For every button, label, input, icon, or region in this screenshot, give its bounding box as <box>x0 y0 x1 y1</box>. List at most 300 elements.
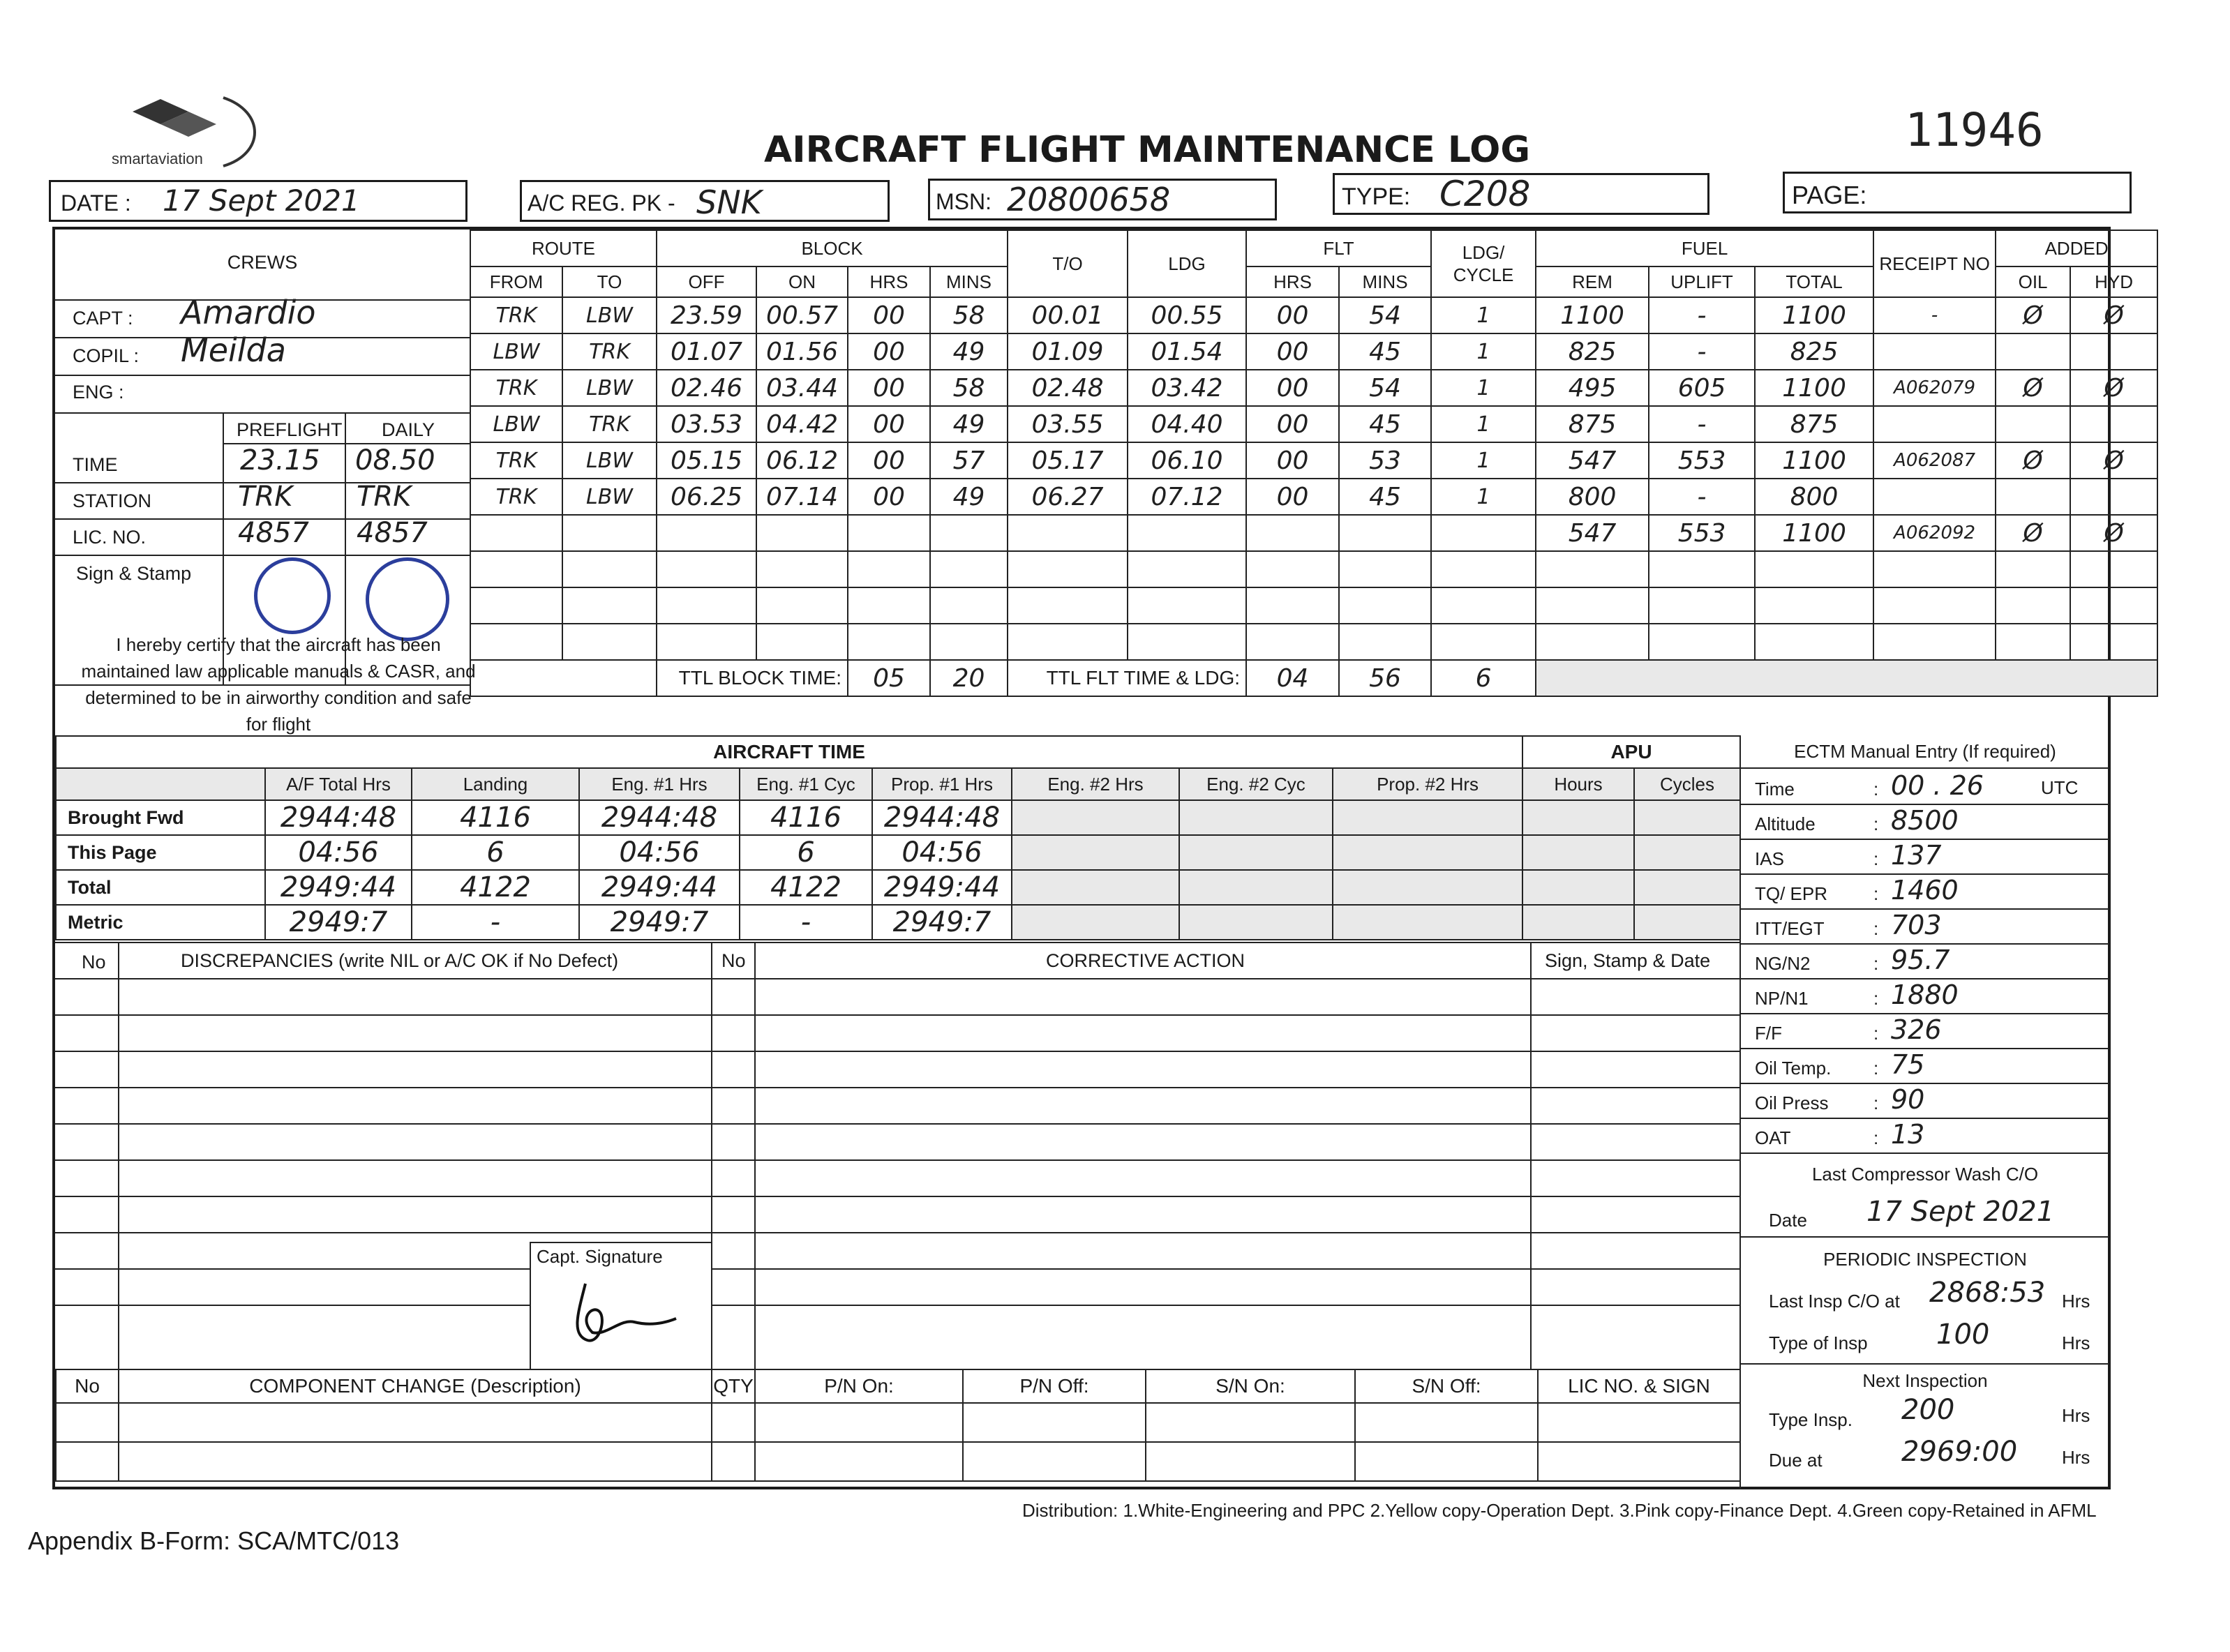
flight-cell-from[interactable]: TRK <box>470 297 562 333</box>
flight-cell-on[interactable]: 06.12 <box>756 442 848 479</box>
aircraft-time-cell-cyc1[interactable]: 4116 <box>740 800 872 835</box>
flight-cell-hrs[interactable]: 00 <box>848 479 930 515</box>
flight-cell-fmins[interactable]: 45 <box>1339 406 1431 442</box>
lic-daily[interactable]: 4857 <box>357 517 428 549</box>
station-label: STATION <box>73 490 151 511</box>
ectm-value[interactable]: 13 <box>1891 1119 1925 1150</box>
flight-cell-rem[interactable]: 1100 <box>1536 297 1649 333</box>
col-landing: Landing <box>412 768 579 800</box>
flight-cell-receipt[interactable]: A062087 <box>1873 442 1996 479</box>
ectm-label: OAT <box>1755 1127 1791 1148</box>
flight-cell-hrs[interactable] <box>848 515 930 551</box>
flight-cell-fmins[interactable]: 54 <box>1339 370 1431 406</box>
flight-cell-cyc[interactable]: 1 <box>1431 442 1536 479</box>
flight-cell-total[interactable]: 800 <box>1755 479 1873 515</box>
flight-cell-off[interactable]: 06.25 <box>657 479 756 515</box>
flight-cell-fhrs[interactable]: 00 <box>1246 442 1339 479</box>
ectm-label: Oil Press <box>1755 1092 1829 1113</box>
sign-stamp-date-heading: Sign, Stamp & Date <box>1545 950 1711 971</box>
time-label: TIME <box>73 454 118 475</box>
flight-cell-rem[interactable]: 495 <box>1536 370 1649 406</box>
msn-value: 20800658 <box>1007 181 1171 218</box>
flight-cell-to_t[interactable] <box>1008 515 1128 551</box>
due-label: Due at <box>1769 1450 1823 1471</box>
aircraft-time-table <box>55 735 1523 940</box>
capt-value[interactable]: Amardio <box>181 294 316 331</box>
flight-cell-from[interactable]: LBW <box>470 406 562 442</box>
aircraft-time-cell-landing[interactable]: 4122 <box>412 870 579 905</box>
ectm-row[interactable] <box>1741 875 2109 910</box>
ectm-row[interactable] <box>1741 805 2109 840</box>
aircraft-time-cell-eng2[interactable] <box>1333 870 1522 905</box>
flight-cell-uplift[interactable]: 553 <box>1649 515 1755 551</box>
aircraft-time-cell-eng2[interactable] <box>1179 835 1333 870</box>
aircraft-time-cell-eng1[interactable]: 2949:7 <box>579 905 740 940</box>
disc-no-heading: No <box>82 952 106 973</box>
flight-cell-uplift[interactable]: - <box>1649 297 1755 333</box>
ectm-row[interactable] <box>1741 1014 2109 1049</box>
ectm-value[interactable]: 95.7 <box>1891 945 1950 975</box>
crews-section <box>55 230 476 735</box>
pn-on-heading: P/N On: <box>755 1369 963 1403</box>
flight-cell-fhrs[interactable]: 00 <box>1246 370 1339 406</box>
ttl-flt-label: TTL FLT TIME & LDG: <box>1008 660 1246 696</box>
type-value: C208 <box>1439 174 1531 214</box>
aircraft-time-cell-eng2[interactable] <box>1012 835 1179 870</box>
sign-stamp-label: Sign & Stamp <box>76 563 192 584</box>
aircraft-time-row-label: Metric <box>56 905 265 940</box>
flight-cell-mins[interactable]: 57 <box>930 442 1008 479</box>
flight-cell-ldg[interactable]: 01.54 <box>1128 333 1246 370</box>
flight-cell-mins[interactable]: 49 <box>930 406 1008 442</box>
flight-cell-oil[interactable]: Ø <box>1996 370 2070 406</box>
ectm-row[interactable] <box>1741 945 2109 979</box>
oil-heading: OIL <box>1996 266 2070 297</box>
flight-cell-to[interactable]: LBW <box>562 370 657 406</box>
col-eng2-cyc: Eng. #2 Cyc <box>1179 768 1333 800</box>
aircraft-time-cell-landing[interactable]: 6 <box>412 835 579 870</box>
aircraft-time-cell-eng2[interactable] <box>1012 905 1179 940</box>
flight-cell-to_t[interactable]: 05.17 <box>1008 442 1128 479</box>
col-prop1-hrs: Prop. #1 Hrs <box>872 768 1012 800</box>
component-row[interactable] <box>56 1442 1740 1481</box>
flight-row[interactable] <box>470 479 2157 515</box>
flight-row[interactable] <box>470 406 2157 442</box>
lic-sign-heading: LIC NO. & SIGN <box>1538 1369 1740 1403</box>
aircraft-time-cell-eng2[interactable] <box>1333 800 1522 835</box>
aircraft-time-cell-eng2[interactable] <box>1333 835 1522 870</box>
reg-label: A/C REG. PK - <box>527 190 675 216</box>
mins-heading: MINS <box>930 266 1008 297</box>
col-af-total: A/F Total Hrs <box>265 768 412 800</box>
flight-cell-rem[interactable]: 800 <box>1536 479 1649 515</box>
flight-cell-to[interactable]: LBW <box>562 479 657 515</box>
aircraft-time-cell-cyc1[interactable]: 4122 <box>740 870 872 905</box>
reg-value: SNK <box>696 183 762 221</box>
ectm-label: NG/N2 <box>1755 953 1811 974</box>
reg-box[interactable] <box>520 180 890 222</box>
to-route-heading: TO <box>562 266 657 297</box>
flight-cell-rem[interactable]: 875 <box>1536 406 1649 442</box>
date-box[interactable] <box>49 180 467 222</box>
flight-blank-row[interactable] <box>470 551 2157 587</box>
flight-cell-cyc[interactable]: 1 <box>1431 370 1536 406</box>
type-insp-label: Type of Insp <box>1769 1332 1868 1353</box>
ectm-row[interactable] <box>1741 840 2109 875</box>
flight-cell-receipt[interactable] <box>1873 333 1996 370</box>
component-row[interactable] <box>56 1403 1740 1442</box>
ectm-label: IAS <box>1755 848 1784 869</box>
certify-text: I hereby certify that the aircraft has been maintained law applicable manuals & CASR, and determined to be in airworthy condition and safe for flight <box>81 634 476 735</box>
flight-cell-hyd[interactable]: Ø <box>2070 515 2157 551</box>
aircraft-time-cell-eng2[interactable] <box>1179 800 1333 835</box>
flight-cell-total[interactable]: 825 <box>1755 333 1873 370</box>
ttl-block-mins[interactable]: 20 <box>930 660 1008 696</box>
hyd-heading: HYD <box>2070 266 2157 297</box>
flight-cell-to_t[interactable]: 06.27 <box>1008 479 1128 515</box>
pn-off-heading: P/N Off: <box>963 1369 1146 1403</box>
flight-cell-ldg[interactable]: 00.55 <box>1128 297 1246 333</box>
ectm-value[interactable]: 137 <box>1891 840 1942 871</box>
flight-cell-fhrs[interactable]: 00 <box>1246 333 1339 370</box>
flight-cell-total[interactable]: 1100 <box>1755 297 1873 333</box>
ectm-unit: UTC <box>2041 777 2079 798</box>
form-number: Appendix B-Form: SCA/MTC/013 <box>28 1526 400 1555</box>
flight-cell-hyd[interactable]: Ø <box>2070 370 2157 406</box>
flight-cell-receipt[interactable] <box>1873 406 1996 442</box>
flight-cell-to[interactable]: TRK <box>562 406 657 442</box>
flight-cell-uplift[interactable]: 553 <box>1649 442 1755 479</box>
ectm-label: Oil Temp. <box>1755 1058 1832 1079</box>
flight-cell-fhrs[interactable] <box>1246 515 1339 551</box>
flight-cell-oil[interactable]: Ø <box>1996 442 2070 479</box>
route-heading: ROUTE <box>470 230 657 266</box>
flight-table <box>470 230 2158 697</box>
flight-cell-off[interactable]: 05.15 <box>657 442 756 479</box>
flight-cell-to_t[interactable]: 03.55 <box>1008 406 1128 442</box>
flight-cell-hyd[interactable] <box>2070 406 2157 442</box>
station-preflight[interactable]: TRK <box>238 481 293 513</box>
aircraft-time-heading: AIRCRAFT TIME <box>56 736 1522 768</box>
type-insp-hrs: Hrs <box>2062 1332 2090 1353</box>
flight-cell-to_t[interactable]: 02.48 <box>1008 370 1128 406</box>
periodic-heading: PERIODIC INSPECTION <box>1823 1249 2027 1270</box>
capt-signature-label: Capt. Signature <box>537 1246 663 1267</box>
flight-cell-uplift[interactable]: - <box>1649 479 1755 515</box>
flight-cell-cyc[interactable]: 1 <box>1431 406 1536 442</box>
flight-cell-receipt[interactable]: - <box>1873 297 1996 333</box>
on-heading: ON <box>756 266 848 297</box>
flight-cell-receipt[interactable]: A062079 <box>1873 370 1996 406</box>
flight-cell-mins[interactable]: 58 <box>930 297 1008 333</box>
flight-cell-from[interactable] <box>470 515 562 551</box>
aircraft-time-row <box>56 905 1522 940</box>
aircraft-time-cell-prop1[interactable]: 04:56 <box>872 835 1012 870</box>
flight-row[interactable] <box>470 370 2157 406</box>
total-heading: TOTAL <box>1755 266 1873 297</box>
flight-row[interactable] <box>470 333 2157 370</box>
ectm-value[interactable]: 326 <box>1891 1014 1942 1045</box>
flight-cell-hrs[interactable]: 00 <box>848 370 930 406</box>
ectm-row[interactable] <box>1741 770 2109 805</box>
ttl-block-hrs[interactable]: 05 <box>848 660 930 696</box>
aircraft-time-row <box>56 800 1522 835</box>
daily-label: DAILY <box>382 419 435 440</box>
ectm-colon: : <box>1873 988 1879 1009</box>
ectm-value[interactable]: 90 <box>1891 1084 1925 1115</box>
ectm-label: ITT/EGT <box>1755 918 1825 939</box>
flight-cell-fhrs[interactable]: 00 <box>1246 406 1339 442</box>
ectm-colon: : <box>1873 1092 1879 1113</box>
aircraft-time-cell-af[interactable]: 04:56 <box>265 835 412 870</box>
copil-value[interactable]: Meilda <box>181 331 286 369</box>
block-heading: BLOCK <box>657 230 1008 266</box>
ectm-label: Altitude <box>1755 813 1816 834</box>
from-heading: FROM <box>470 266 562 297</box>
flight-cell-ldg[interactable]: 06.10 <box>1128 442 1246 479</box>
next-type-label: Type Insp. <box>1769 1409 1853 1430</box>
flight-cell-cyc[interactable]: 1 <box>1431 479 1536 515</box>
flight-cell-to[interactable] <box>562 515 657 551</box>
flight-cell-ldg[interactable]: 04.40 <box>1128 406 1246 442</box>
aircraft-time-cell-prop1[interactable]: 2949:7 <box>872 905 1012 940</box>
aircraft-time-cell-eng1[interactable]: 2949:44 <box>579 870 740 905</box>
aircraft-time-cell-af[interactable]: 2949:44 <box>265 870 412 905</box>
aircraft-time-cell-eng1[interactable]: 2944:48 <box>579 800 740 835</box>
flight-cell-on[interactable] <box>756 515 848 551</box>
flight-cell-hrs[interactable]: 00 <box>848 442 930 479</box>
flight-cell-fmins[interactable]: 54 <box>1339 297 1431 333</box>
aircraft-time-cell-prop1[interactable]: 2944:48 <box>872 800 1012 835</box>
aircraft-time-cell-af[interactable]: 2949:7 <box>265 905 412 940</box>
ttl-flt-hrs[interactable]: 04 <box>1246 660 1339 696</box>
flight-cell-receipt[interactable] <box>1873 479 1996 515</box>
flight-cell-fmins[interactable]: 53 <box>1339 442 1431 479</box>
msn-label: MSN: <box>936 189 991 214</box>
flight-cell-on[interactable]: 07.14 <box>756 479 848 515</box>
flight-cell-from[interactable]: TRK <box>470 479 562 515</box>
aircraft-time-cell-eng2[interactable] <box>1333 905 1522 940</box>
ectm-row[interactable] <box>1741 1084 2109 1119</box>
flight-cell-on[interactable]: 00.57 <box>756 297 848 333</box>
fuel-heading: FUEL <box>1536 230 1873 266</box>
flight-cell-hyd[interactable]: Ø <box>2070 297 2157 333</box>
flight-cell-uplift[interactable]: 605 <box>1649 370 1755 406</box>
time-daily[interactable]: 08.50 <box>355 444 435 476</box>
aircraft-time-cell-eng2[interactable] <box>1012 870 1179 905</box>
aircraft-time-cell-cyc1[interactable]: - <box>740 905 872 940</box>
aircraft-time-cell-eng2[interactable] <box>1179 870 1333 905</box>
aircraft-time-row-label: Total <box>56 870 265 905</box>
type-box[interactable] <box>1333 173 1709 215</box>
flight-cell-mins[interactable]: 58 <box>930 370 1008 406</box>
ectm-value[interactable]: 00 . 26 <box>1891 770 1984 801</box>
flight-cell-on[interactable]: 04.42 <box>756 406 848 442</box>
aircraft-time-cell-eng2[interactable] <box>1179 905 1333 940</box>
flight-row[interactable] <box>470 442 2157 479</box>
flight-row[interactable] <box>470 297 2157 333</box>
ectm-colon: : <box>1873 813 1879 834</box>
flight-cell-cyc[interactable]: 1 <box>1431 333 1536 370</box>
flight-cell-off[interactable] <box>657 515 756 551</box>
apu-heading: APU <box>1522 736 1740 768</box>
ectm-value[interactable]: 75 <box>1891 1049 1925 1080</box>
col-eng1-cyc: Eng. #1 Cyc <box>740 768 872 800</box>
flight-cell-to_t[interactable]: 01.09 <box>1008 333 1128 370</box>
apu-table <box>1522 735 1741 940</box>
lic-label: LIC. NO. <box>73 527 147 548</box>
aircraft-time-cell-eng1[interactable]: 04:56 <box>579 835 740 870</box>
ectm-label: NP/N1 <box>1755 988 1809 1009</box>
flight-cell-ldg[interactable]: 07.12 <box>1128 479 1246 515</box>
flight-cell-total[interactable]: 1100 <box>1755 442 1873 479</box>
ectm-colon: : <box>1873 1127 1879 1148</box>
ectm-colon: : <box>1873 779 1879 799</box>
type-label: TYPE: <box>1342 183 1411 210</box>
ectm-value[interactable]: 1460 <box>1891 875 1959 906</box>
flight-cell-fhrs[interactable]: 00 <box>1246 297 1339 333</box>
flt-hrs-heading: HRS <box>1246 266 1339 297</box>
flight-cell-hrs[interactable]: 00 <box>848 297 930 333</box>
flight-cell-to_t[interactable]: 00.01 <box>1008 297 1128 333</box>
next-type-value[interactable]: 200 <box>1901 1394 1955 1426</box>
lic-preflight[interactable]: 4857 <box>238 517 309 549</box>
ectm-row[interactable] <box>1741 1119 2109 1154</box>
col-eng1-hrs: Eng. #1 Hrs <box>579 768 740 800</box>
flight-cell-off[interactable]: 01.07 <box>657 333 756 370</box>
flight-cell-cyc[interactable] <box>1431 515 1536 551</box>
ectm-colon: : <box>1873 918 1879 939</box>
sn-on-heading: S/N On: <box>1146 1369 1355 1403</box>
flight-cell-fmins[interactable]: 45 <box>1339 479 1431 515</box>
flight-cell-oil[interactable] <box>1996 479 2070 515</box>
last-insp-value[interactable]: 2868:53 <box>1929 1277 2046 1309</box>
preflight-label: PREFLIGHT <box>237 419 343 440</box>
flight-cell-rem[interactable]: 825 <box>1536 333 1649 370</box>
capt-signature <box>558 1270 697 1357</box>
ectm-value[interactable]: 703 <box>1891 910 1942 940</box>
aircraft-time-cell-cyc1[interactable]: 6 <box>740 835 872 870</box>
ttl-block-label: TTL BLOCK TIME: <box>657 660 848 696</box>
flight-cell-ldg[interactable]: 03.42 <box>1128 370 1246 406</box>
due-value[interactable]: 2969:00 <box>1901 1436 2018 1468</box>
ectm-heading: ECTM Manual Entry (If required) <box>1794 741 2056 762</box>
to-heading: T/O <box>1008 230 1128 297</box>
flight-blank-row[interactable] <box>470 624 2157 660</box>
type-insp-value[interactable]: 100 <box>1936 1319 1990 1351</box>
flight-cell-off[interactable]: 02.46 <box>657 370 756 406</box>
flight-cell-uplift[interactable]: - <box>1649 333 1755 370</box>
flight-cell-rem[interactable]: 547 <box>1536 515 1649 551</box>
ectm-colon: : <box>1873 883 1879 904</box>
flight-cell-mins[interactable] <box>930 515 1008 551</box>
flight-cell-from[interactable]: LBW <box>470 333 562 370</box>
aircraft-time-cell-prop1[interactable]: 2949:44 <box>872 870 1012 905</box>
flight-cell-hrs[interactable]: 00 <box>848 333 930 370</box>
flight-cell-fmins[interactable]: 45 <box>1339 333 1431 370</box>
flight-cell-oil[interactable]: Ø <box>1996 297 2070 333</box>
ldg-cycle-heading: LDG/ CYCLE <box>1431 230 1536 297</box>
ectm-row[interactable] <box>1741 1049 2109 1084</box>
flight-cell-fmins[interactable] <box>1339 515 1431 551</box>
flight-cell-from[interactable]: TRK <box>470 442 562 479</box>
flight-cell-off[interactable]: 03.53 <box>657 406 756 442</box>
time-preflight[interactable]: 23.15 <box>240 444 320 476</box>
aircraft-time-cell-af[interactable]: 2944:48 <box>265 800 412 835</box>
last-insp-hrs: Hrs <box>2062 1291 2090 1312</box>
ttl-ldg[interactable]: 6 <box>1431 660 1536 696</box>
flight-cell-hyd[interactable]: Ø <box>2070 442 2157 479</box>
disc-heading: DISCREPANCIES (write NIL or A/C OK if No Defect) <box>181 950 619 971</box>
corrective-heading: CORRECTIVE ACTION <box>1046 950 1245 971</box>
aircraft-time-cell-landing[interactable]: 4116 <box>412 800 579 835</box>
wash-heading: Last Compressor Wash C/O <box>1811 1164 2039 1185</box>
flight-cell-oil[interactable]: Ø <box>1996 515 2070 551</box>
ttl-flt-mins[interactable]: 56 <box>1339 660 1431 696</box>
ectm-row[interactable] <box>1741 979 2109 1014</box>
capt-label: CAPT : <box>73 308 133 329</box>
aircraft-time-cell-eng2[interactable] <box>1012 800 1179 835</box>
flt-mins-heading: MINS <box>1339 266 1431 297</box>
ectm-colon: : <box>1873 1058 1879 1079</box>
ectm-value[interactable]: 8500 <box>1891 805 1959 836</box>
flight-cell-fhrs[interactable]: 00 <box>1246 479 1339 515</box>
flight-cell-total[interactable]: 1100 <box>1755 515 1873 551</box>
flight-cell-hyd[interactable] <box>2070 479 2157 515</box>
ectm-colon: : <box>1873 848 1879 869</box>
aircraft-time-row <box>56 835 1522 870</box>
flight-cell-ldg[interactable] <box>1128 515 1246 551</box>
ectm-row[interactable] <box>1741 910 2109 945</box>
hrs-heading: HRS <box>848 266 930 297</box>
flight-cell-to[interactable]: TRK <box>562 333 657 370</box>
flight-row[interactable] <box>470 515 2157 551</box>
comp-no-heading: No <box>56 1369 119 1403</box>
uplift-heading: UPLIFT <box>1649 266 1755 297</box>
msn-box[interactable] <box>928 179 1277 220</box>
flight-cell-off[interactable]: 23.59 <box>657 297 756 333</box>
flight-cell-oil[interactable] <box>1996 333 2070 370</box>
wash-date-value[interactable]: 17 Sept 2021 <box>1866 1196 2055 1228</box>
next-type-hrs: Hrs <box>2062 1405 2090 1426</box>
flight-cell-to[interactable]: LBW <box>562 442 657 479</box>
station-daily[interactable]: TRK <box>357 481 412 513</box>
qty-heading: QTY <box>712 1369 755 1403</box>
flight-cell-cyc[interactable]: 1 <box>1431 297 1536 333</box>
flight-cell-rem[interactable]: 547 <box>1536 442 1649 479</box>
flight-cell-mins[interactable]: 49 <box>930 479 1008 515</box>
flight-cell-on[interactable]: 03.44 <box>756 370 848 406</box>
flight-cell-oil[interactable] <box>1996 406 2070 442</box>
flight-cell-to[interactable]: LBW <box>562 297 657 333</box>
flight-cell-uplift[interactable]: - <box>1649 406 1755 442</box>
flight-cell-from[interactable]: TRK <box>470 370 562 406</box>
flight-cell-hrs[interactable]: 00 <box>848 406 930 442</box>
flight-cell-total[interactable]: 1100 <box>1755 370 1873 406</box>
flight-cell-mins[interactable]: 49 <box>930 333 1008 370</box>
ectm-value[interactable]: 1880 <box>1891 979 1959 1010</box>
flight-cell-on[interactable]: 01.56 <box>756 333 848 370</box>
page-title: AIRCRAFT FLIGHT MAINTENANCE LOG <box>764 129 1531 171</box>
flight-blank-row[interactable] <box>470 587 2157 624</box>
rem-heading: REM <box>1536 266 1649 297</box>
flight-cell-hyd[interactable] <box>2070 333 2157 370</box>
page-box[interactable] <box>1783 172 2132 213</box>
flight-cell-receipt[interactable]: A062092 <box>1873 515 1996 551</box>
ectm-colon: : <box>1873 953 1879 974</box>
aircraft-time-cell-landing[interactable]: - <box>412 905 579 940</box>
flight-cell-total[interactable]: 875 <box>1755 406 1873 442</box>
